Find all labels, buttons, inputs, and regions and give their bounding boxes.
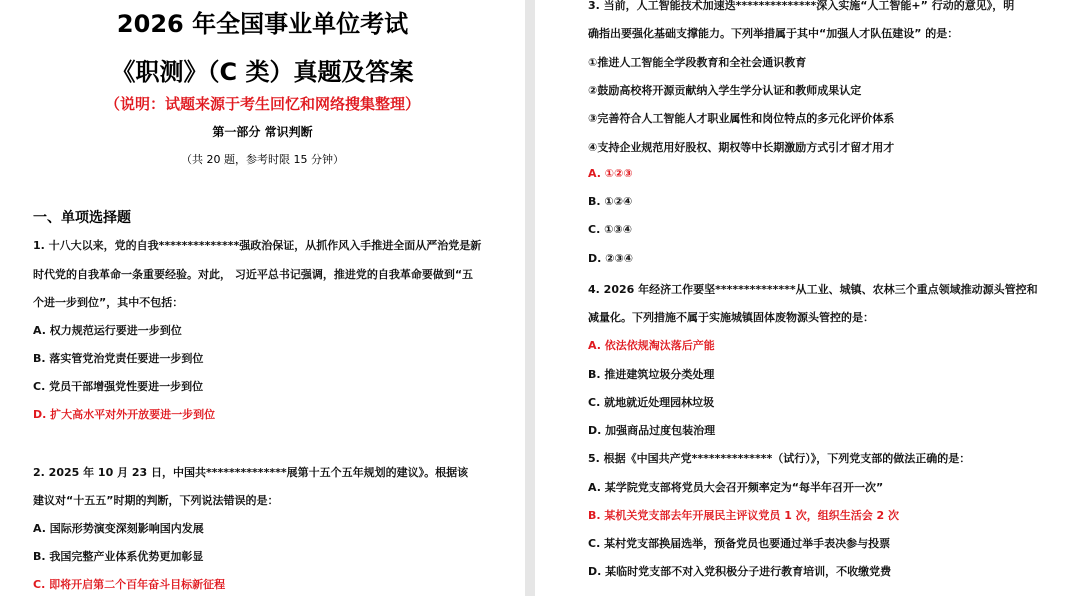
q1-stem-line: 个进一步到位”，其中不包括： bbox=[33, 296, 184, 309]
q4-stem-line: 4. 2026 年经济工作要坚**************从工业、城镇、农林三个重点领域推动源头管控和 bbox=[588, 283, 1038, 296]
q4-stem-line: 减量化。下列措施不属于实施城镇固体废物源头管控的是： bbox=[588, 311, 874, 324]
q4-option-d: D. 加强商品过度包装治理 bbox=[588, 424, 716, 437]
q1-option-b: B. 落实管党治党责任要进一步到位 bbox=[33, 352, 204, 365]
q2-option-c-answer: C. 即将开启第二个百年奋斗目标新征程 bbox=[33, 578, 226, 591]
q1-stem-line: 1. 十八大以来，党的自我**************强政治保证，从抓作风入手推进全面从严治党是新 bbox=[33, 239, 482, 252]
q1-option-d-answer: D. 扩大高水平对外开放要进一步到位 bbox=[33, 408, 216, 421]
section-heading: 一、单项选择题 bbox=[33, 210, 131, 226]
q5-option-c: C. 某村党支部换届选举，预备党员也要通过举手表决参与投票 bbox=[588, 537, 891, 550]
q3-stem-line: 确指出要强化基础支撑能力。下列举措属于其中“加强人才队伍建设” 的是： bbox=[588, 27, 959, 40]
source-note: （说明：试题来源于考生回忆和网络搜集整理） bbox=[104, 95, 420, 113]
q2-option-b: B. 我国完整产业体系优势更加彰显 bbox=[33, 550, 204, 563]
part-info: （共 20 题，参考时限 15 分钟） bbox=[181, 153, 344, 166]
exam-title-line2: 《职测》（C 类）真题及答案 bbox=[111, 58, 414, 86]
q4-option-b: B. 推进建筑垃圾分类处理 bbox=[588, 368, 715, 381]
q3-item-4: ④支持企业规范用好股权、期权等中长期激励方式引才留才用才 bbox=[588, 141, 895, 154]
q1-stem-line: 时代党的自我革命一条重要经验。对此， 习近平总书记强调，推进党的自我革命要做到“五 bbox=[33, 268, 474, 281]
q3-option-a-answer: A. ①②③ bbox=[588, 167, 633, 180]
q4-option-c: C. 就地就近处理园林垃圾 bbox=[588, 396, 715, 409]
q2-option-a: A. 国际形势演变深刻影响国内发展 bbox=[33, 522, 204, 535]
q2-stem-line: 2. 2025 年 10 月 23 日，中国共**************展第十五个五年规划的建议》。根据该 bbox=[33, 466, 469, 479]
q5-option-a: A. 某学院党支部将党员大会召开频率定为“每半年召开一次” bbox=[588, 481, 884, 494]
q5-option-d: D. 某临时党支部不对入党积极分子进行教育培训，不收缴党费 bbox=[588, 565, 892, 578]
q3-option-b: B. ①②④ bbox=[588, 195, 633, 208]
q3-option-c: C. ①③④ bbox=[588, 223, 633, 236]
q1-option-a: A. 权力规范运行要进一步到位 bbox=[33, 324, 182, 337]
q5-option-b-answer: B. 某机关党支部去年开展民主评议党员 1 次，组织生活会 2 次 bbox=[588, 509, 900, 522]
q2-stem-line: 建议对“十五五”时期的判断，下列说法错误的是： bbox=[33, 494, 279, 507]
q3-stem-line: 3. 当前，人工智能技术加速迭**************深入实施“人工智能+” 行动的意见》，明 bbox=[588, 0, 1015, 12]
part-title: 第一部分 常识判断 bbox=[212, 125, 313, 139]
q3-item-1: ①推进人工智能全学段教育和全社会通识教育 bbox=[588, 56, 807, 69]
q3-item-2: ②鼓励高校将开源贡献纳入学生学分认证和教师成果认定 bbox=[588, 84, 862, 97]
q5-stem-line: 5. 根据《中国共产党**************（试行）》，下列党支部的做法正确的是： bbox=[588, 452, 971, 465]
q4-option-a-answer: A. 依法依规淘汰落后产能 bbox=[588, 339, 715, 352]
document-page-left bbox=[0, 0, 525, 596]
exam-title-line1: 2026 年全国事业单位考试 bbox=[116, 10, 409, 38]
document-page-right bbox=[535, 0, 1080, 596]
q3-item-3: ③完善符合人工智能人才职业属性和岗位特点的多元化评价体系 bbox=[588, 112, 895, 125]
q3-option-d: D. ②③④ bbox=[588, 252, 634, 265]
q1-option-c: C. 党员干部增强党性要进一步到位 bbox=[33, 380, 204, 393]
